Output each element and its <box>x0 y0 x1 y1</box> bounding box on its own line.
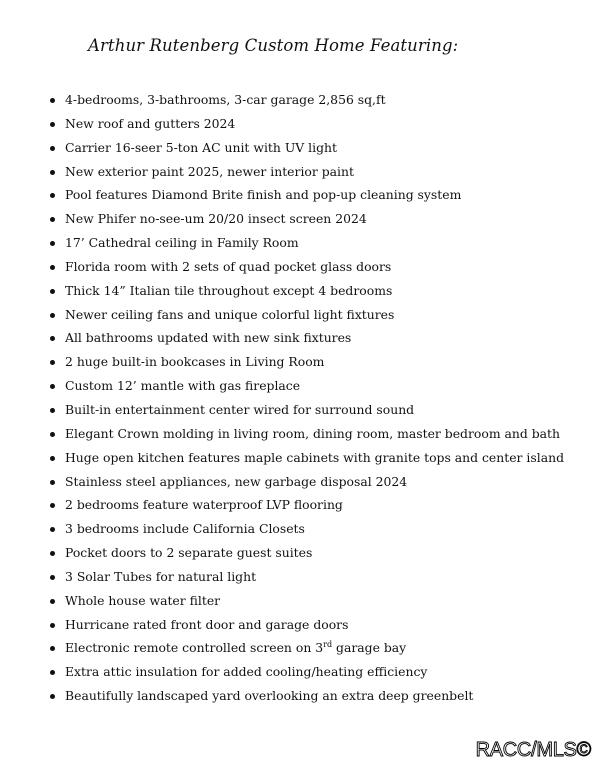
bullet-icon <box>50 336 55 341</box>
feature-item <box>0 88 564 112</box>
feature-text: 3 Solar Tubes for natural light <box>65 568 257 584</box>
bullet-icon <box>50 265 55 270</box>
feature-text: Stainless steel appliances, new garbage disposal 2024 <box>65 473 408 489</box>
bullet-icon <box>50 670 55 675</box>
bullet-icon <box>50 432 55 437</box>
bullet-icon <box>50 360 55 365</box>
bullet-icon <box>50 694 55 699</box>
bullet-icon <box>50 217 55 222</box>
feature-item <box>0 207 564 231</box>
bullet-icon <box>50 503 55 508</box>
bullet-icon <box>50 623 55 628</box>
feature-item <box>0 636 564 660</box>
feature-item <box>0 398 564 422</box>
feature-item <box>0 541 564 565</box>
feature-item <box>0 183 564 207</box>
bullet-icon <box>50 98 55 103</box>
feature-text: Pool features Diamond Brite finish and pop-up cleaning system <box>65 187 462 203</box>
feature-list <box>0 88 564 708</box>
feature-item <box>0 422 564 446</box>
feature-text: Extra attic insulation for added cooling/heating efficiency <box>65 664 428 680</box>
bullet-icon <box>50 193 55 198</box>
feature-text: 2 huge built-in bookcases in Living Room <box>65 354 325 370</box>
feature-item <box>0 660 564 684</box>
feature-text: New Phifer no-see-um 20/20 insect screen 2024 <box>65 211 367 227</box>
feature-item <box>0 589 564 613</box>
bullet-icon <box>50 408 55 413</box>
feature-item <box>0 136 564 160</box>
feature-text: Whole house water filter <box>65 592 221 608</box>
feature-item <box>0 446 564 470</box>
feature-text: All bathrooms updated with new sink fixtures <box>65 330 352 346</box>
feature-item <box>0 493 564 517</box>
feature-item <box>0 160 564 184</box>
page-title: Arthur Rutenberg Custom Home Featuring: <box>88 36 459 55</box>
feature-text: Elegant Crown molding in living room, dining room, master bedroom and bath <box>65 425 561 441</box>
feature-item <box>0 255 564 279</box>
bullet-icon <box>50 646 55 651</box>
bullet-icon <box>50 456 55 461</box>
feature-item <box>0 565 564 589</box>
feature-text: 3 bedrooms include California Closets <box>65 521 305 537</box>
feature-text: Built-in entertainment center wired for surround sound <box>65 401 415 417</box>
feature-text: Beautifully landscaped yard overlooking an extra deep greenbelt <box>65 688 474 704</box>
feature-text: New exterior paint 2025, newer interior paint <box>65 163 354 179</box>
bullet-icon <box>50 289 55 294</box>
feature-item <box>0 517 564 541</box>
feature-text: Electronic remote controlled screen on 3rd garage bay <box>65 640 407 656</box>
bullet-icon <box>50 384 55 389</box>
bullet-icon <box>50 146 55 151</box>
feature-text: Carrier 16-seer 5-ton AC unit with UV light <box>65 139 337 155</box>
feature-text: Pocket doors to 2 separate guest suites <box>65 545 313 561</box>
feature-text: Huge open kitchen features maple cabinets with granite tops and center island <box>65 449 565 465</box>
feature-text: Hurricane rated front door and garage doors <box>65 616 349 632</box>
bullet-icon <box>50 551 55 556</box>
feature-item <box>0 684 564 708</box>
feature-item <box>0 231 564 255</box>
feature-item <box>0 326 564 350</box>
feature-text: 2 bedrooms feature waterproof LVP flooring <box>65 497 343 513</box>
feature-text: 4-bedrooms, 3-bathrooms, 3-car garage 2,856 sq,ft <box>65 92 386 107</box>
bullet-icon <box>50 527 55 532</box>
bullet-icon <box>50 170 55 175</box>
mls-watermark: RACC/MLS© <box>475 739 591 761</box>
bullet-icon <box>50 313 55 318</box>
feature-text: Florida room with 2 sets of quad pocket glass doors <box>65 258 392 274</box>
bullet-icon <box>50 241 55 246</box>
bullet-icon <box>50 575 55 580</box>
feature-item <box>0 279 564 303</box>
feature-text: Thick 14” Italian tile throughout except 4 bedrooms <box>65 282 393 298</box>
bullet-icon <box>50 122 55 127</box>
feature-item <box>0 613 564 637</box>
feature-text: Newer ceiling fans and unique colorful light fixtures <box>65 306 395 322</box>
feature-item <box>0 303 564 327</box>
feature-item <box>0 350 564 374</box>
feature-text: 17’ Cathedral ceiling in Family Room <box>65 235 299 251</box>
feature-text: New roof and gutters 2024 <box>65 115 236 131</box>
feature-text: Custom 12’ mantle with gas fireplace <box>65 378 301 394</box>
feature-item <box>0 112 564 136</box>
feature-item <box>0 470 564 494</box>
bullet-icon <box>50 599 55 604</box>
bullet-icon <box>50 480 55 485</box>
feature-item <box>0 374 564 398</box>
